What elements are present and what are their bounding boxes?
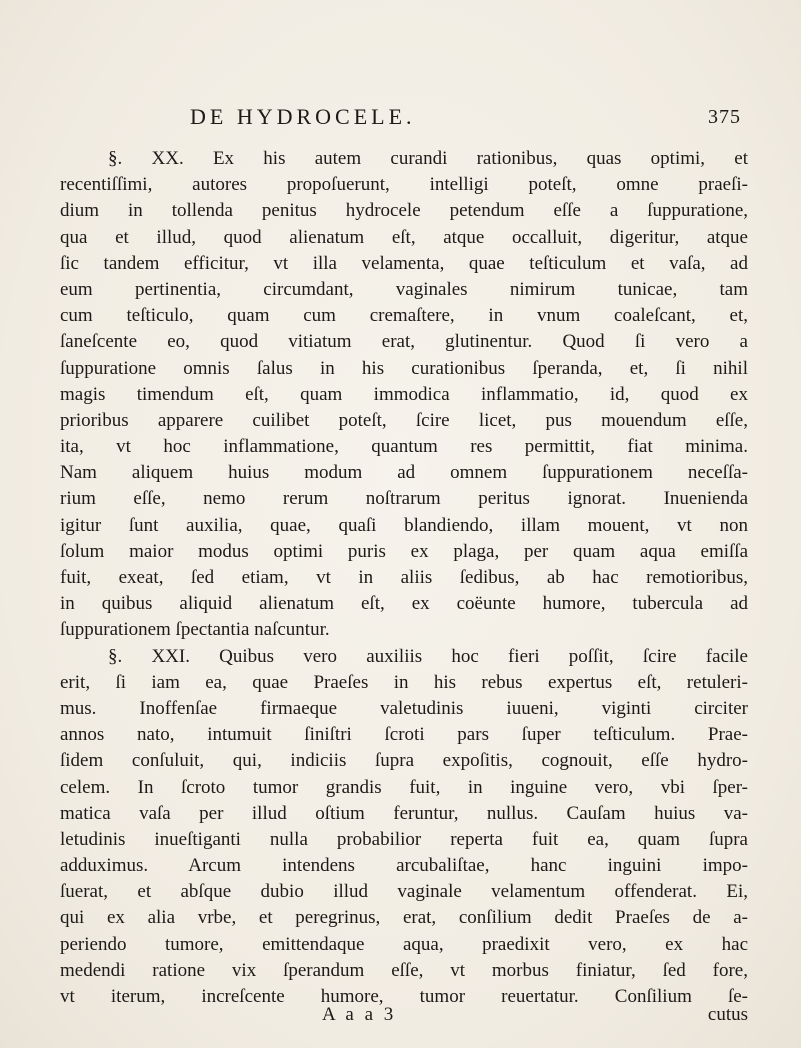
catchword: cutus xyxy=(707,1004,748,1025)
text-line: periendo tumore, emittendaque aqua, praedixit vero, ex hac xyxy=(60,933,748,955)
text-line: magis timendum eſt, quam immodica inflammatio, id, quod ex xyxy=(60,383,748,405)
text-line: vt iterum, increſcente humore, tumor reuertatur. Conſilium ſe- xyxy=(60,986,748,1007)
text-line: Nam aliquem huius modum ad omnem ſuppurationem neceſſa- xyxy=(60,462,748,484)
text-line: fuit, exeat, ſed etiam, vt in aliis ſedibus, ab hac remotioribus, xyxy=(60,567,748,588)
running-title: DE HYDROCELE. xyxy=(190,104,416,129)
text-line: erit, ſi iam ea, quae Praeſes in his rebus expertus eſt, retuleri- xyxy=(60,671,748,693)
signature-mark: A a a 3 xyxy=(322,1004,397,1025)
text-line: ſuerat, et abſque dubio illud vaginale velamentum offenderat. Ei, xyxy=(60,881,748,903)
text-line: ſuppurationem ſpectantia naſcuntur. xyxy=(60,619,330,641)
page-number: 375 xyxy=(708,106,741,128)
text-line: igitur ſunt auxilia, quae, quaſi blandiendo, illam mouent, vt non xyxy=(60,514,748,536)
text-line: §. XXI. Quibus vero auxiliis hoc fieri poſſit, ſcire facile xyxy=(108,645,748,667)
text-line: mus. Inoffenſae firmaeque valetudinis iuueni, viginti circiter xyxy=(60,697,748,719)
text-line: rium eſſe, nemo rerum noſtrarum peritus ignorat. Inuenienda xyxy=(60,488,748,510)
text-line: dium in tollenda penitus hydrocele petendum eſſe a ſuppuratione, xyxy=(60,200,748,222)
text-line: celem. In ſcroto tumor grandis fuit, in inguine vero, vbi ſper- xyxy=(60,776,748,798)
text-line: eum pertinentia, circumdant, vaginales nimirum tunicae, tam xyxy=(60,278,748,300)
text-line: ita, vt hoc inflammatione, quantum res permittit, fiat minima. xyxy=(60,436,748,458)
text-line: §. XX. Ex his autem curandi rationibus, quas optimi, et xyxy=(108,148,748,169)
text-line: prioribus apparere cuilibet poteſt, ſcire licet, pus mouendum eſſe, xyxy=(60,409,748,431)
text-line: matica vaſa per illud oſtium feruntur, nullus. Cauſam huius va- xyxy=(60,802,748,824)
text-line: qui ex alia vrbe, et peregrinus, erat, conſilium dedit Praeſes de a- xyxy=(60,907,748,929)
text-line: qua et illud, quod alienatum eſt, atque occalluit, digeritur, atque xyxy=(60,226,748,248)
page-header xyxy=(190,104,741,134)
text-line: in quibus aliquid alienatum eſt, ex coëunte humore, tubercula ad xyxy=(60,593,748,615)
text-line: ſolum maior modus optimi puris ex plaga, per quam aqua emiſſa xyxy=(60,540,748,562)
text-line: cum teſticulo, quam cum cremaſtere, in vnum coaleſcant, et, xyxy=(60,305,748,327)
text-line: recentiſſimi, autores propoſuerunt, intelligi poteſt, omne praeſi- xyxy=(60,174,748,196)
body-text xyxy=(60,146,748,1010)
page-footer xyxy=(60,1004,748,1030)
text-line: ſaneſcente eo, quod vitiatum erat, glutinentur. Quod ſi vero a xyxy=(60,331,748,353)
text-line: annos nato, intumuit ſiniſtri ſcroti pars ſuper teſticulum. Prae- xyxy=(60,724,748,746)
text-line: ſidem conſuluit, qui, indiciis ſupra expoſitis, cognouit, eſſe hydro- xyxy=(60,750,748,772)
text-line: ſuppuratione omnis ſalus in his curationibus ſperanda, et, ſi nihil xyxy=(60,357,748,379)
text-line: adduximus. Arcum intendens arcubaliſtae, hanc inguini impo- xyxy=(60,855,748,877)
text-line: letudinis inueſtiganti nulla probabilior reperta fuit ea, quam ſupra xyxy=(60,828,748,850)
text-line: ſic tandem efficitur, vt illa velamenta, quae teſticulum et vaſa, ad xyxy=(60,252,748,274)
text-line: medendi ratione vix ſperandum eſſe, vt morbus finiatur, ſed fore, xyxy=(60,959,748,981)
